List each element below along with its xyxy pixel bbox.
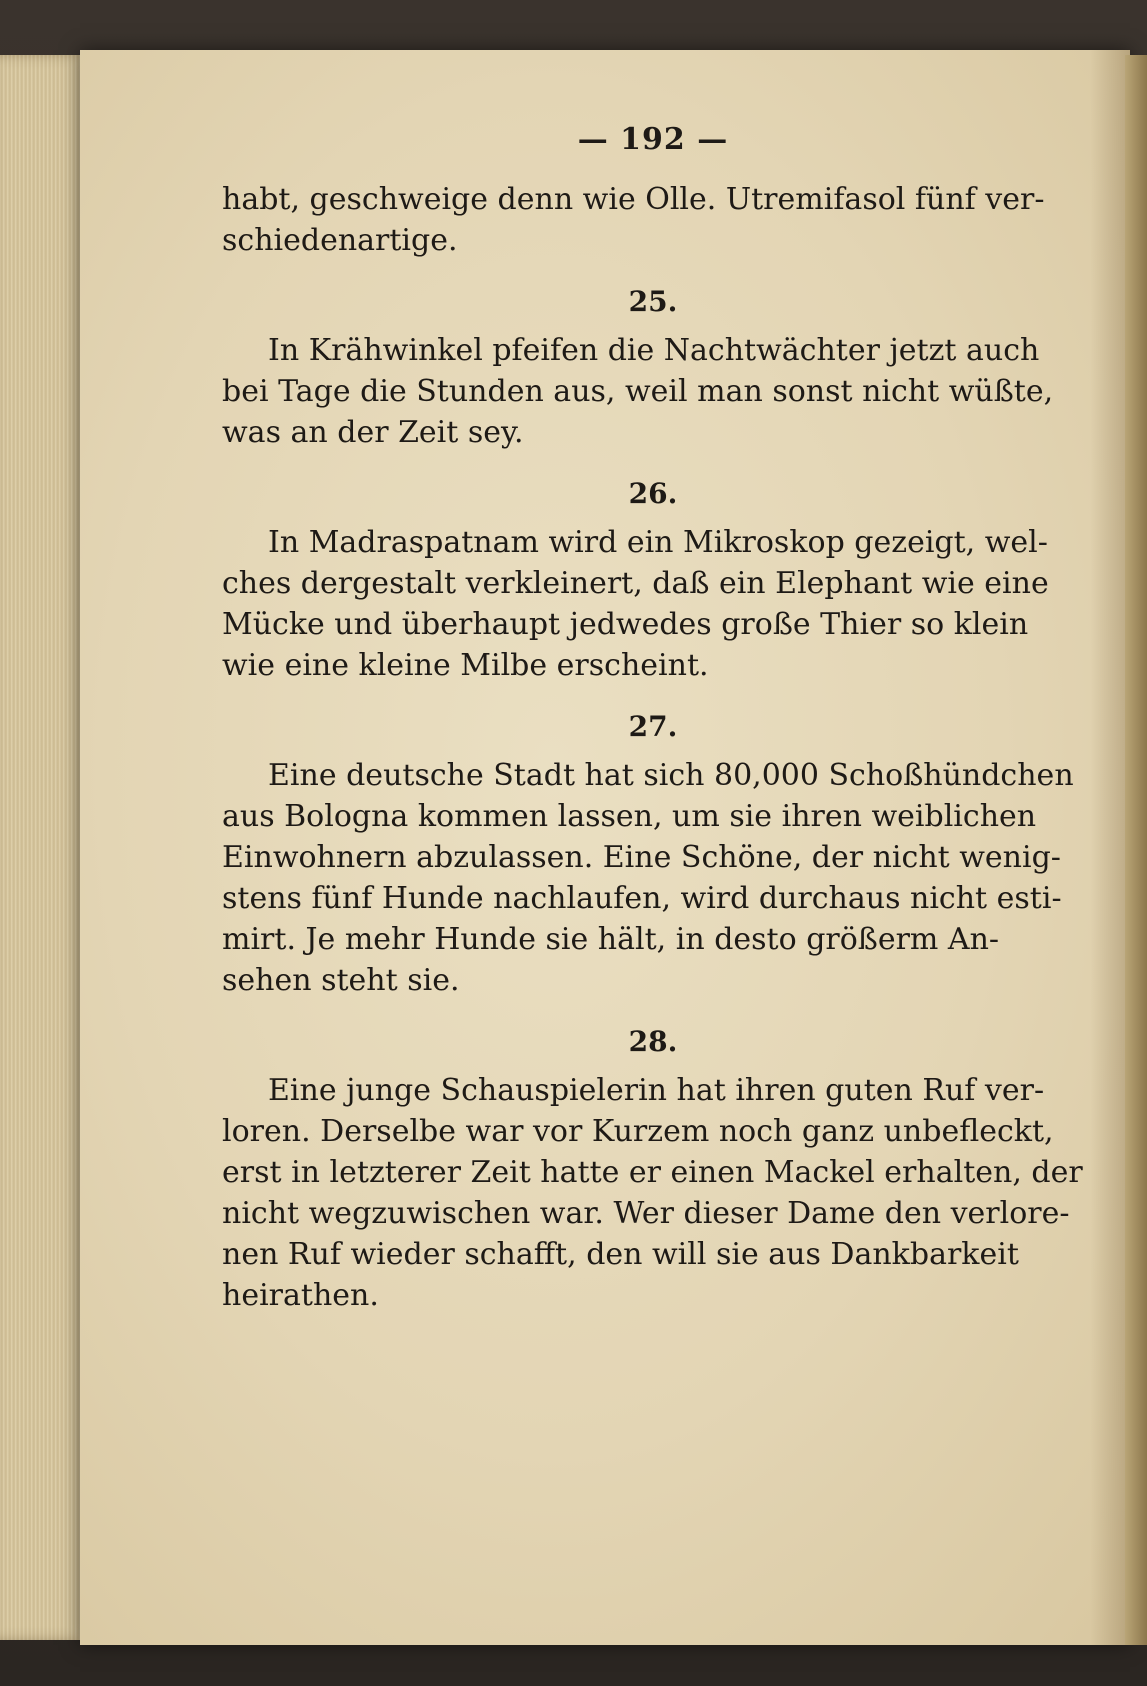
paragraph-26: In Madraspatnam wird ein Mikroskop gezeigt, wel- ches dergestalt verkleinert, daß ein Elephant wie eine Mücke und überhaupt jedwedes große Thier so klein wie eine kleine Milbe erscheint. bbox=[222, 525, 1049, 683]
section-number-26: 26. bbox=[628, 477, 678, 510]
section-number-27: 27. bbox=[628, 710, 678, 743]
paragraph-27: Eine deutsche Stadt hat sich 80,000 Schoßhündchen aus Bologna kommen lassen, um sie ihren weiblichen Einwohnern abzulassen. Eine Schöne, der nicht wenig- stens fünf Hunde nachlaufen, wird durchaus nicht esti- mirt. Je mehr Hunde sie hält, in desto größerm An- sehen steht sie. bbox=[222, 758, 1074, 998]
section-number-28: 28. bbox=[628, 1025, 678, 1058]
section-number-25: 25. bbox=[628, 285, 678, 318]
page-content bbox=[222, 122, 1084, 1316]
paragraph-28: Eine junge Schauspielerin hat ihren guten Ruf ver- loren. Derselbe war vor Kurzem noch ganz unbefleckt, erst in letzterer Zeit hatte er einen Mackel erhalten, der nicht wegzuwischen war. Wer dieser Dame den verlore- nen Ruf wieder schafft, den will sie aus Dankbarkeit heirathen. bbox=[222, 1073, 1083, 1313]
left-page-stack bbox=[0, 55, 90, 1640]
paragraph-25: In Krähwinkel pfeifen die Nachtwächter jetzt auch bei Tage die Stunden aus, weil man sonst nicht wüßte, was an der Zeit sey. bbox=[222, 333, 1054, 450]
page-number: — 192 — bbox=[577, 122, 729, 157]
paragraph-continued: habt, geschweige denn wie Olle. Utremifasol fünf ver- schiedenartige. bbox=[222, 182, 1045, 258]
right-cover-edge bbox=[1125, 55, 1147, 1645]
